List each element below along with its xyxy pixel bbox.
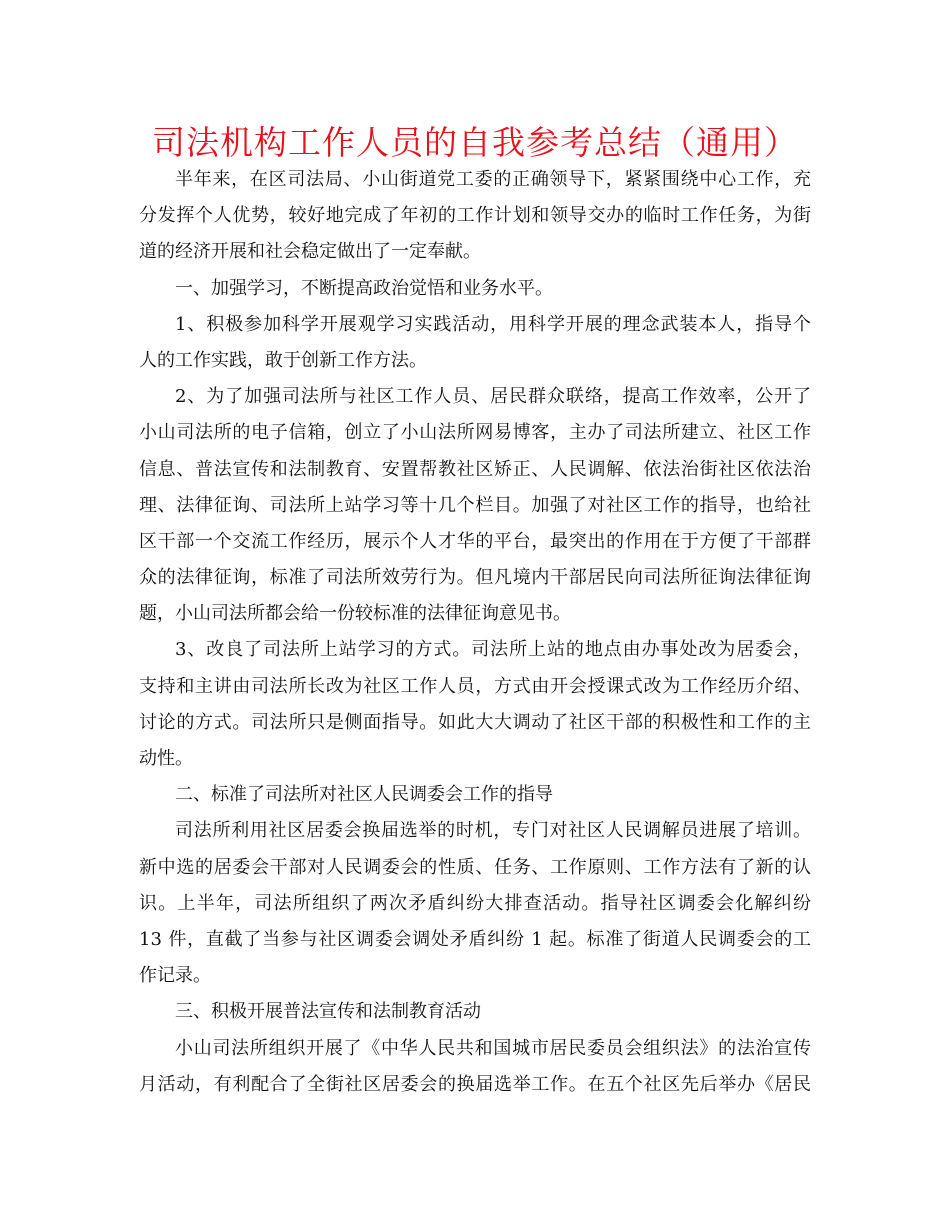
text-line: 二、标准了司法所对社区人民调委会工作的指导 — [175, 784, 553, 806]
text-line: 众的法律征询，标准了司法所效劳行为。但凡境内干部居民向司法所征询法律征询 — [139, 567, 811, 589]
document-body — [139, 162, 811, 1103]
text-line: 一、加强学习，不断提高政治觉悟和业务水平。 — [175, 277, 553, 299]
document-title: 司法机构工作人员的自我参考总结（通用） — [152, 123, 798, 162]
text-line: 道的经济开展和社会稳定做出了一定奉献。 — [139, 241, 481, 263]
text-line: 半年来，在区司法局、小山街道党工委的正确领导下，紧紧围绕中心工作，充 — [175, 169, 811, 190]
text-line: 2、为了加强司法所与社区工作人员、居民群众联络，提高工作效率，公开了 — [175, 386, 811, 408]
text-line: 月活动，有利配合了全街社区居委会的换届选举工作。在五个社区先后举办《居民 — [139, 1073, 811, 1095]
text-line: 分发挥个人优势，较好地完成了年初的工作计划和领导交办的临时工作任务，为街 — [139, 205, 811, 227]
text-line: 题，小山司法所都会给一份较标准的法律征询意见书。 — [139, 603, 571, 625]
text-line: 区干部一个交流工作经历，展示个人才华的平台，最突出的作用在于方便了干部群 — [139, 530, 811, 552]
text-line: 支持和主讲由司法所长改为社区工作人员，方式由开会授课式改为工作经历介绍、 — [139, 675, 811, 697]
text-line: 小山司法所组织开展了《中华人民共和国城市居民委员会组织法》的法治宣传 — [175, 1037, 811, 1059]
text-line: 识。上半年，司法所组织了两次矛盾纠纷大排查活动。指导社区调委会化解纠纷 — [139, 892, 811, 914]
text-line: 讨论的方式。司法所只是侧面指导。如此大大调动了社区干部的积极性和工作的主 — [139, 711, 811, 733]
text-line: 新中选的居委会干部对人民调委会的性质、任务、工作原则、工作方法有了新的认 — [139, 856, 811, 878]
text-line: 信息、普法宣传和法制教育、安置帮教社区矫正、人民调解、依法治街社区依法治 — [139, 458, 811, 480]
text-line: 三、积极开展普法宣传和法制教育活动 — [175, 1001, 481, 1023]
text-line: 作记录。 — [139, 965, 211, 987]
text-line: 动性。 — [139, 748, 193, 769]
text-line: 3、改良了司法所上站学习的方式。司法所上站的地点由办事处改为居委会， — [175, 639, 811, 661]
text-line: 1、积极参加科学开展观学习实践活动，用科学开展的理念武装本人，指导个 — [175, 313, 811, 335]
text-line: 司法所利用社区居委会换届选举的时机，专门对社区人民调解员进展了培训。 — [175, 820, 811, 842]
text-line: 小山司法所的电子信箱，创立了小山法所网易博客，主办了司法所建立、社区工作 — [139, 422, 811, 444]
text-line: 理、法律征询、司法所上站学习等十几个栏目。加强了对社区工作的指导，也给社 — [139, 494, 811, 516]
text-line: 人的工作实践，敢于创新工作方法。 — [139, 349, 427, 371]
text-line: 13 件，直截了当参与社区调委会调处矛盾纠纷 1 起。标准了街道人民调委会的工 — [139, 928, 811, 950]
